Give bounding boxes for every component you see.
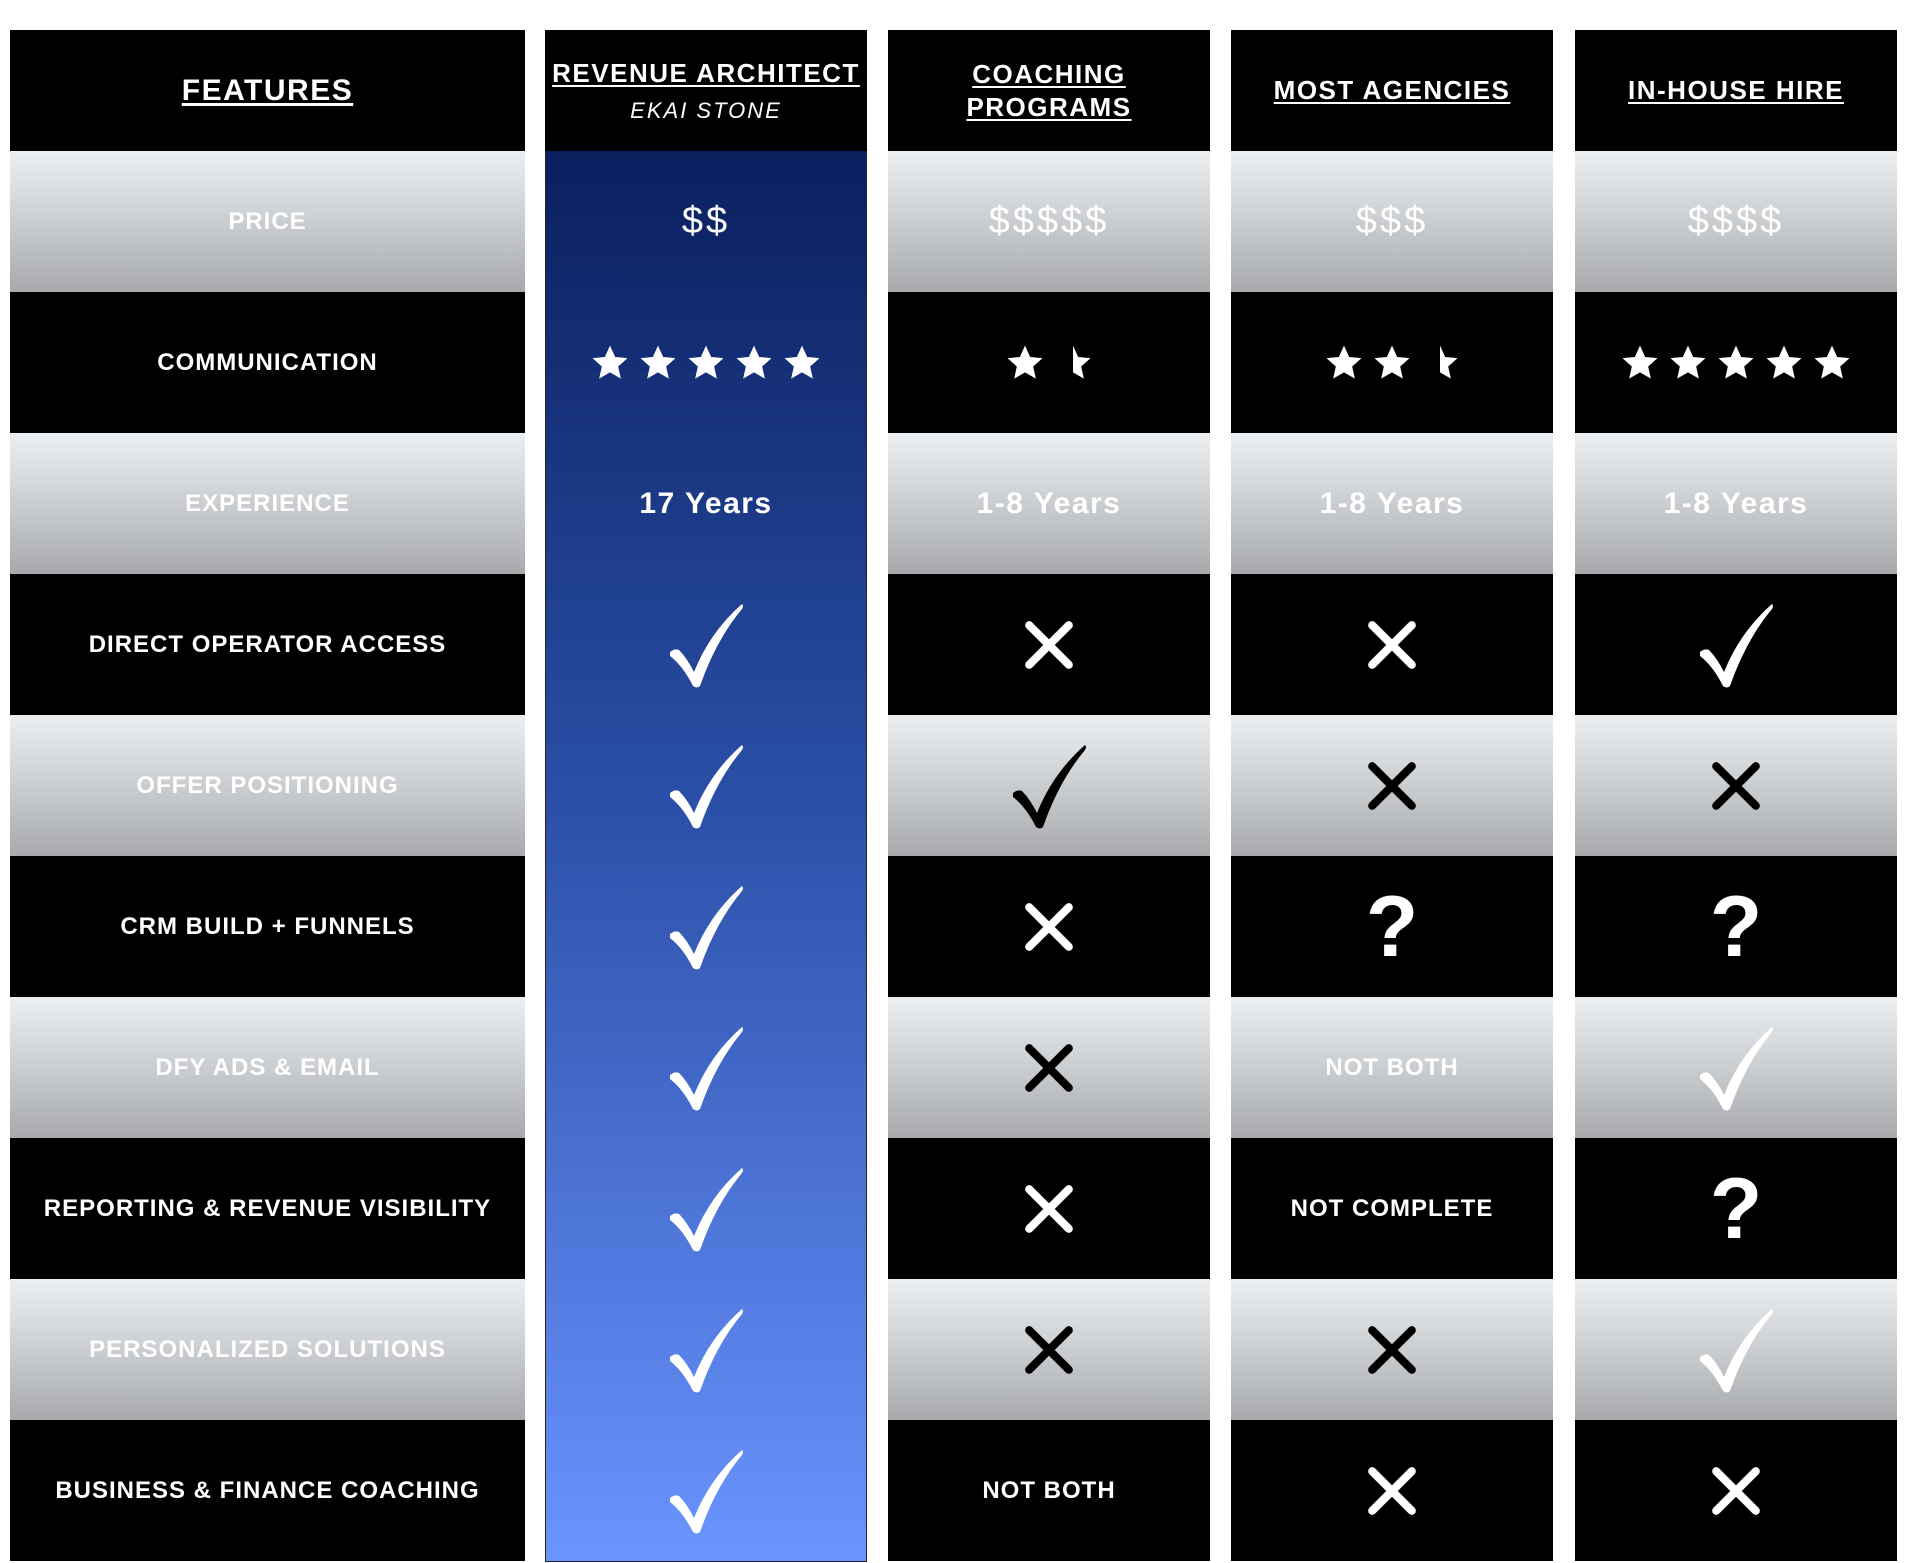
feature-row	[10, 1420, 525, 1561]
rating-cell	[1575, 292, 1897, 433]
mark-cell	[546, 574, 866, 715]
rating-cell	[1231, 292, 1553, 433]
mark-cell	[1231, 856, 1553, 997]
price-value: $$	[681, 200, 731, 242]
cross-icon	[1022, 1182, 1076, 1236]
feature-label: BUSINESS & FINANCE COACHING	[55, 1476, 480, 1504]
cross-icon	[1365, 1323, 1419, 1377]
experience-value: 17 Years	[639, 486, 773, 520]
star-rating	[1324, 343, 1460, 383]
mark-cell	[546, 997, 866, 1138]
mark-cell	[1231, 1279, 1553, 1420]
revenue-architect-title: REVENUE ARCHITECT	[552, 58, 860, 88]
most-agencies-title: MOST AGENCIES	[1273, 75, 1511, 105]
feature-row	[10, 151, 525, 292]
mark-cell	[1231, 574, 1553, 715]
feature-label: CRM BUILD + FUNNELS	[120, 912, 415, 940]
price-value: $$$	[1355, 200, 1429, 242]
feature-row	[10, 997, 525, 1138]
feature-row	[10, 433, 525, 574]
cross-icon	[1022, 900, 1076, 954]
price-cell	[888, 151, 1210, 292]
checkmark-icon	[1696, 1305, 1776, 1395]
mark-cell	[888, 1420, 1210, 1561]
half-star-icon	[1053, 343, 1093, 383]
mark-cell	[1575, 574, 1897, 715]
mark-cell	[1231, 715, 1553, 856]
feature-label: DIRECT OPERATOR ACCESS	[88, 630, 447, 658]
experience-value: 1-8 Years	[1663, 486, 1809, 520]
most-agencies-header	[1231, 30, 1553, 151]
mark-cell	[546, 715, 866, 856]
revenue-architect-body	[545, 151, 867, 1562]
feature-row	[10, 292, 525, 433]
mark-cell	[546, 1420, 866, 1561]
checkmark-icon	[666, 882, 746, 972]
price-cell	[546, 151, 866, 292]
star-icon	[734, 343, 774, 383]
cross-icon	[1709, 1464, 1763, 1518]
star-icon	[686, 343, 726, 383]
in-house-hire-body	[1575, 151, 1897, 1561]
feature-label: EXPERIENCE	[185, 489, 350, 517]
star-icon	[1764, 343, 1804, 383]
experience-cell	[1231, 433, 1553, 574]
price-cell	[1231, 151, 1553, 292]
cross-icon	[1365, 759, 1419, 813]
mark-cell	[888, 715, 1210, 856]
mark-cell	[1575, 856, 1897, 997]
feature-row	[10, 1279, 525, 1420]
star-icon	[1812, 343, 1852, 383]
mark-cell	[546, 856, 866, 997]
half-star-icon	[1420, 343, 1460, 383]
feature-row	[10, 856, 525, 997]
coaching-programs-body	[888, 151, 1210, 1561]
mark-cell	[1231, 997, 1553, 1138]
star-icon	[1716, 343, 1756, 383]
in-house-hire-title: IN-HOUSE HIRE	[1628, 75, 1844, 105]
feature-label: OFFER POSITIONING	[136, 771, 399, 799]
mark-cell	[888, 856, 1210, 997]
status-text: NOT BOTH	[1325, 1053, 1459, 1081]
revenue-architect-subtitle: EKAI STONE	[630, 98, 782, 123]
cross-icon	[1022, 1323, 1076, 1377]
price-value: $$$$	[1687, 200, 1785, 242]
star-icon	[1668, 343, 1708, 383]
star-icon	[590, 343, 630, 383]
coaching-programs-title-line1: COACHING	[972, 58, 1126, 89]
rating-cell	[888, 292, 1210, 433]
mark-cell	[1575, 1138, 1897, 1279]
checkmark-icon	[1009, 741, 1089, 831]
checkmark-icon	[1696, 600, 1776, 690]
features-header	[10, 30, 525, 151]
features-header-label: FEATURES	[181, 74, 354, 107]
checkmark-icon	[666, 1164, 746, 1254]
experience-value: 1-8 Years	[976, 486, 1122, 520]
star-icon	[1620, 343, 1660, 383]
feature-label: DFY ADS & EMAIL	[155, 1053, 380, 1081]
mark-cell	[1575, 997, 1897, 1138]
experience-cell	[888, 433, 1210, 574]
checkmark-icon	[1696, 1023, 1776, 1113]
experience-value: 1-8 Years	[1319, 486, 1465, 520]
question-mark-icon: ?	[1365, 878, 1419, 975]
mark-cell	[546, 1138, 866, 1279]
cross-icon	[1709, 759, 1763, 813]
star-icon	[782, 343, 822, 383]
status-text: NOT BOTH	[982, 1476, 1116, 1504]
feature-row	[10, 574, 525, 715]
cross-icon	[1365, 1464, 1419, 1518]
cross-icon	[1365, 618, 1419, 672]
coaching-programs-title-line2: PROGRAMS	[966, 91, 1132, 122]
feature-label: PRICE	[228, 207, 307, 235]
star-icon	[1324, 343, 1364, 383]
mark-cell	[1231, 1138, 1553, 1279]
feature-row	[10, 715, 525, 856]
checkmark-icon	[666, 1446, 746, 1536]
checkmark-icon	[666, 600, 746, 690]
mark-cell	[546, 1279, 866, 1420]
coaching-programs-column	[888, 30, 1210, 1561]
star-icon	[1005, 343, 1045, 383]
features-body	[10, 151, 525, 1561]
price-cell	[1575, 151, 1897, 292]
mark-cell	[1575, 1279, 1897, 1420]
checkmark-icon	[666, 741, 746, 831]
feature-label: COMMUNICATION	[157, 348, 378, 376]
status-text: NOT COMPLETE	[1290, 1194, 1494, 1222]
cross-icon	[1022, 618, 1076, 672]
experience-cell	[1575, 433, 1897, 574]
revenue-architect-header	[545, 30, 867, 151]
mark-cell	[888, 1138, 1210, 1279]
mark-cell	[888, 574, 1210, 715]
most-agencies-body	[1231, 151, 1553, 1561]
mark-cell	[1231, 1420, 1553, 1561]
in-house-hire-column	[1575, 30, 1897, 1561]
star-icon	[638, 343, 678, 383]
star-rating	[1620, 343, 1852, 383]
checkmark-icon	[666, 1305, 746, 1395]
question-mark-icon: ?	[1709, 1160, 1763, 1257]
feature-label: REPORTING & REVENUE VISIBILITY	[43, 1194, 492, 1222]
mark-cell	[888, 1279, 1210, 1420]
mark-cell	[888, 997, 1210, 1138]
star-icon	[1372, 343, 1412, 383]
mark-cell	[1575, 715, 1897, 856]
feature-row	[10, 1138, 525, 1279]
rating-cell	[546, 292, 866, 433]
most-agencies-column	[1231, 30, 1553, 1561]
feature-label: PERSONALIZED SOLUTIONS	[89, 1335, 446, 1363]
mark-cell	[1575, 1420, 1897, 1561]
revenue-architect-column	[545, 30, 867, 1562]
checkmark-icon	[666, 1023, 746, 1113]
star-rating	[1005, 343, 1093, 383]
in-house-hire-header	[1575, 30, 1897, 151]
experience-cell	[546, 433, 866, 574]
features-column	[10, 30, 525, 1561]
question-mark-icon: ?	[1709, 878, 1763, 975]
star-rating	[590, 343, 822, 383]
coaching-programs-header	[888, 30, 1210, 151]
cross-icon	[1022, 1041, 1076, 1095]
price-value: $$$$$	[988, 200, 1110, 242]
